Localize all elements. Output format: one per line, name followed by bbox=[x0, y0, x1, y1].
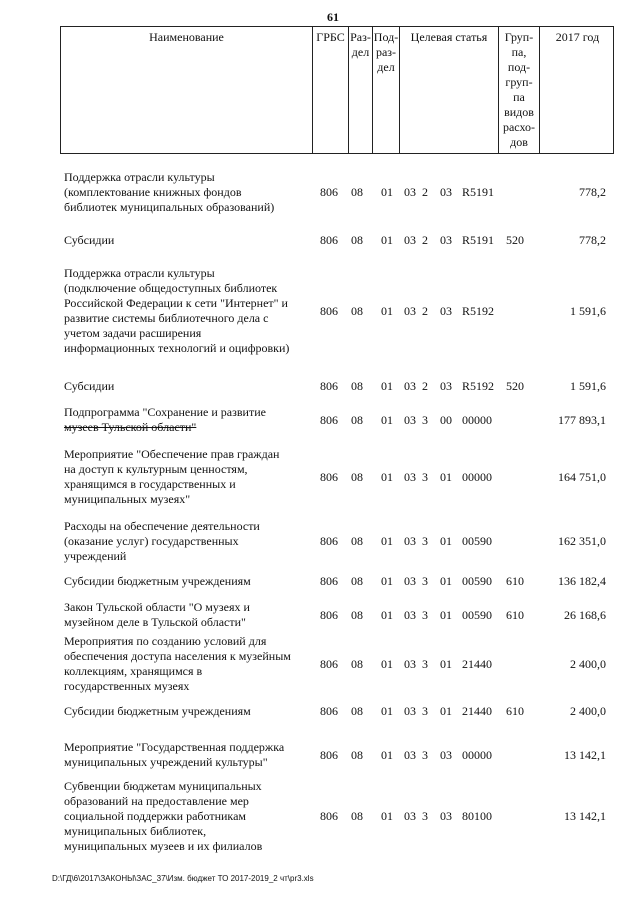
row-name-line: музейном деле в Тульской области" bbox=[64, 615, 246, 629]
cell-c: 01 bbox=[440, 608, 452, 622]
cell-b: 3 bbox=[422, 704, 428, 718]
cell-grbs: 806 bbox=[320, 185, 338, 199]
cell-amount: 1 591,6 bbox=[570, 379, 606, 393]
cell-podrazdel: 01 bbox=[381, 413, 393, 427]
cell-podrazdel: 01 bbox=[381, 534, 393, 548]
cell-b: 2 bbox=[422, 304, 428, 318]
cell-a: 03 bbox=[404, 233, 416, 247]
cell-a: 03 bbox=[404, 413, 416, 427]
cell-podrazdel: 01 bbox=[381, 608, 393, 622]
file-path-footer: D:\ГД\6\2017\ЗАКОНЫ\ЗАС_37\Изм. бюджет ТО 2017-2019_2 чт\pr3.xls bbox=[52, 874, 314, 883]
row-name-line: Мероприятия по созданию условий для bbox=[64, 634, 267, 648]
row-name-line: муниципальных музеях" bbox=[64, 492, 191, 506]
cell-a: 03 bbox=[404, 534, 416, 548]
cell-a: 03 bbox=[404, 657, 416, 671]
cell-grbs: 806 bbox=[320, 470, 338, 484]
cell-c: 01 bbox=[440, 470, 452, 484]
row-name-line: информационных технологий и оцифровки) bbox=[64, 341, 290, 355]
cell-razdel: 08 bbox=[351, 233, 363, 247]
cell-d: R5191 bbox=[462, 233, 495, 247]
row-name-line: государственных музеях bbox=[64, 679, 190, 693]
row-name-line: Субсидии bbox=[64, 379, 115, 393]
row-name bbox=[64, 779, 312, 854]
cell-c: 03 bbox=[440, 809, 452, 823]
cell-grbs: 806 bbox=[320, 608, 338, 622]
cell-c: 01 bbox=[440, 534, 452, 548]
cell-b: 2 bbox=[422, 185, 428, 199]
cell-c: 03 bbox=[440, 304, 452, 318]
cell-b: 2 bbox=[422, 233, 428, 247]
cell-c: 00 bbox=[440, 413, 452, 427]
cell-amount: 2 400,0 bbox=[570, 657, 606, 671]
cell-amount: 1 591,6 bbox=[570, 304, 606, 318]
cell-d: 00590 bbox=[462, 608, 492, 622]
cell-a: 03 bbox=[404, 608, 416, 622]
row-name bbox=[64, 634, 312, 694]
cell-d: 21440 bbox=[462, 704, 492, 718]
row-name-line: учетом задачи расширения bbox=[64, 326, 202, 340]
cell-c: 03 bbox=[440, 379, 452, 393]
cell-b: 3 bbox=[422, 413, 428, 427]
row-name bbox=[64, 233, 312, 248]
cell-razdel: 08 bbox=[351, 704, 363, 718]
row-name-line: обеспечения доступа населения к музейным bbox=[64, 649, 291, 663]
cell-amount: 162 351,0 bbox=[558, 534, 606, 548]
header-year: 2017 год bbox=[555, 30, 600, 44]
row-name-line: (подключение общедоступных библиотек bbox=[64, 281, 278, 295]
row-name bbox=[64, 740, 312, 770]
cell-c: 01 bbox=[440, 657, 452, 671]
cell-a: 03 bbox=[404, 704, 416, 718]
cell-grbs: 806 bbox=[320, 233, 338, 247]
row-name-line: Субсидии бюджетным учреждениям bbox=[64, 704, 251, 718]
row-name-line: Субвенции бюджетам муниципальных bbox=[64, 779, 262, 793]
cell-grbs: 806 bbox=[320, 574, 338, 588]
cell-b: 3 bbox=[422, 657, 428, 671]
row-name-line: образований на предоставление мер bbox=[64, 794, 249, 808]
cell-d: 00590 bbox=[462, 574, 492, 588]
cell-podrazdel: 01 bbox=[381, 185, 393, 199]
cell-amount: 136 182,4 bbox=[558, 574, 606, 588]
cell-b: 3 bbox=[422, 574, 428, 588]
cell-b: 3 bbox=[422, 608, 428, 622]
cell-amount: 778,2 bbox=[579, 233, 606, 247]
row-name-line: музеев Тульской области" bbox=[64, 420, 197, 434]
cell-razdel: 08 bbox=[351, 304, 363, 318]
cell-amount: 26 168,6 bbox=[564, 608, 606, 622]
cell-grp: 520 bbox=[506, 379, 524, 393]
cell-c: 03 bbox=[440, 748, 452, 762]
cell-grp: 610 bbox=[506, 574, 524, 588]
cell-razdel: 08 bbox=[351, 534, 363, 548]
cell-amount: 164 751,0 bbox=[558, 470, 606, 484]
cell-d: R5192 bbox=[462, 304, 495, 318]
row-name bbox=[64, 266, 312, 356]
row-name-line: Мероприятие "Обеспечение прав граждан bbox=[64, 447, 280, 461]
cell-grp: 610 bbox=[506, 704, 524, 718]
cell-a: 03 bbox=[404, 809, 416, 823]
cell-d: 00000 bbox=[462, 748, 492, 762]
row-name-line: библиотек муниципальных образований) bbox=[64, 200, 275, 214]
cell-podrazdel: 01 bbox=[381, 809, 393, 823]
cell-a: 03 bbox=[404, 304, 416, 318]
header-razdel: Раз- дел bbox=[349, 27, 373, 153]
row-name-line: развитие системы библиотечного дела с bbox=[64, 311, 269, 325]
row-name-line: (комплектование книжных фондов bbox=[64, 185, 242, 199]
row-name bbox=[64, 447, 312, 507]
table-header bbox=[60, 26, 614, 154]
row-name-line: Мероприятие "Государственная поддержка bbox=[64, 740, 285, 754]
cell-podrazdel: 01 bbox=[381, 379, 393, 393]
header-tselevaya: Целевая статья bbox=[400, 27, 499, 153]
row-name-line: на доступ к культурным ценностям, bbox=[64, 462, 248, 476]
cell-podrazdel: 01 bbox=[381, 704, 393, 718]
cell-b: 3 bbox=[422, 470, 428, 484]
cell-b: 3 bbox=[422, 748, 428, 762]
cell-c: 01 bbox=[440, 574, 452, 588]
cell-razdel: 08 bbox=[351, 185, 363, 199]
cell-grbs: 806 bbox=[320, 379, 338, 393]
header-podrazdel: Под- раз- дел bbox=[373, 27, 400, 153]
cell-c: 03 bbox=[440, 185, 452, 199]
row-name-line: муниципальных музеев и их филиалов bbox=[64, 839, 263, 853]
cell-b: 3 bbox=[422, 534, 428, 548]
row-name bbox=[64, 704, 312, 719]
cell-grbs: 806 bbox=[320, 413, 338, 427]
cell-grbs: 806 bbox=[320, 657, 338, 671]
row-name-line: учреждений bbox=[64, 549, 127, 563]
row-name bbox=[64, 519, 312, 564]
row-name-line: Российской Федерации к сети "Интернет" и bbox=[64, 296, 288, 310]
cell-grbs: 806 bbox=[320, 748, 338, 762]
row-name bbox=[64, 574, 312, 589]
cell-d: R5191 bbox=[462, 185, 495, 199]
header-name: Наименование bbox=[61, 27, 313, 153]
cell-grp: 520 bbox=[506, 233, 524, 247]
row-name-line: коллекциям, хранящимся в bbox=[64, 664, 203, 678]
cell-d: 80100 bbox=[462, 809, 492, 823]
cell-amount: 2 400,0 bbox=[570, 704, 606, 718]
cell-a: 03 bbox=[404, 185, 416, 199]
row-name-line: (оказание услуг) государственных bbox=[64, 534, 239, 548]
cell-grp: 610 bbox=[506, 608, 524, 622]
cell-grbs: 806 bbox=[320, 809, 338, 823]
cell-razdel: 08 bbox=[351, 413, 363, 427]
cell-a: 03 bbox=[404, 574, 416, 588]
row-name-line: Субсидии бюджетным учреждениям bbox=[64, 574, 251, 588]
cell-razdel: 08 bbox=[351, 379, 363, 393]
cell-c: 03 bbox=[440, 233, 452, 247]
cell-d: 00590 bbox=[462, 534, 492, 548]
cell-amount: 13 142,1 bbox=[564, 748, 606, 762]
row-name-line: Поддержка отрасли культуры bbox=[64, 170, 215, 184]
row-name-line: Поддержка отрасли культуры bbox=[64, 266, 215, 280]
cell-amount: 13 142,1 bbox=[564, 809, 606, 823]
cell-a: 03 bbox=[404, 470, 416, 484]
row-name-line: Подпрограмма "Сохранение и развитие bbox=[64, 405, 266, 419]
cell-a: 03 bbox=[404, 379, 416, 393]
cell-podrazdel: 01 bbox=[381, 748, 393, 762]
cell-razdel: 08 bbox=[351, 608, 363, 622]
cell-razdel: 08 bbox=[351, 748, 363, 762]
cell-grbs: 806 bbox=[320, 534, 338, 548]
row-name bbox=[64, 379, 312, 394]
cell-razdel: 08 bbox=[351, 574, 363, 588]
cell-d: 00000 bbox=[462, 470, 492, 484]
cell-b: 3 bbox=[422, 809, 428, 823]
cell-razdel: 08 bbox=[351, 809, 363, 823]
cell-amount: 778,2 bbox=[579, 185, 606, 199]
page-number: 61 bbox=[327, 10, 339, 24]
cell-razdel: 08 bbox=[351, 470, 363, 484]
row-name-line: Субсидии bbox=[64, 233, 115, 247]
cell-podrazdel: 01 bbox=[381, 470, 393, 484]
row-name-line: Закон Тульской области "О музеях и bbox=[64, 600, 250, 614]
header-gruppa: Груп- па, под- груп- па видов расхо- дов bbox=[499, 27, 540, 153]
cell-grbs: 806 bbox=[320, 304, 338, 318]
row-name-line: муниципальных учреждений культуры" bbox=[64, 755, 268, 769]
cell-b: 2 bbox=[422, 379, 428, 393]
cell-c: 01 bbox=[440, 704, 452, 718]
row-name bbox=[64, 405, 312, 435]
row-name-line: муниципальных библиотек, bbox=[64, 824, 207, 838]
cell-a: 03 bbox=[404, 748, 416, 762]
row-name-line: хранящимся в государственных и bbox=[64, 477, 236, 491]
cell-amount: 177 893,1 bbox=[558, 413, 606, 427]
header-grbs: ГРБС bbox=[313, 27, 349, 153]
cell-podrazdel: 01 bbox=[381, 657, 393, 671]
row-name-line: социальной поддержки работникам bbox=[64, 809, 246, 823]
cell-podrazdel: 01 bbox=[381, 304, 393, 318]
row-name bbox=[64, 170, 312, 215]
cell-d: R5192 bbox=[462, 379, 495, 393]
row-name-line: Расходы на обеспечение деятельности bbox=[64, 519, 260, 533]
cell-d: 21440 bbox=[462, 657, 492, 671]
row-name bbox=[64, 600, 312, 630]
cell-grbs: 806 bbox=[320, 704, 338, 718]
cell-d: 00000 bbox=[462, 413, 492, 427]
cell-podrazdel: 01 bbox=[381, 233, 393, 247]
cell-podrazdel: 01 bbox=[381, 574, 393, 588]
cell-razdel: 08 bbox=[351, 657, 363, 671]
